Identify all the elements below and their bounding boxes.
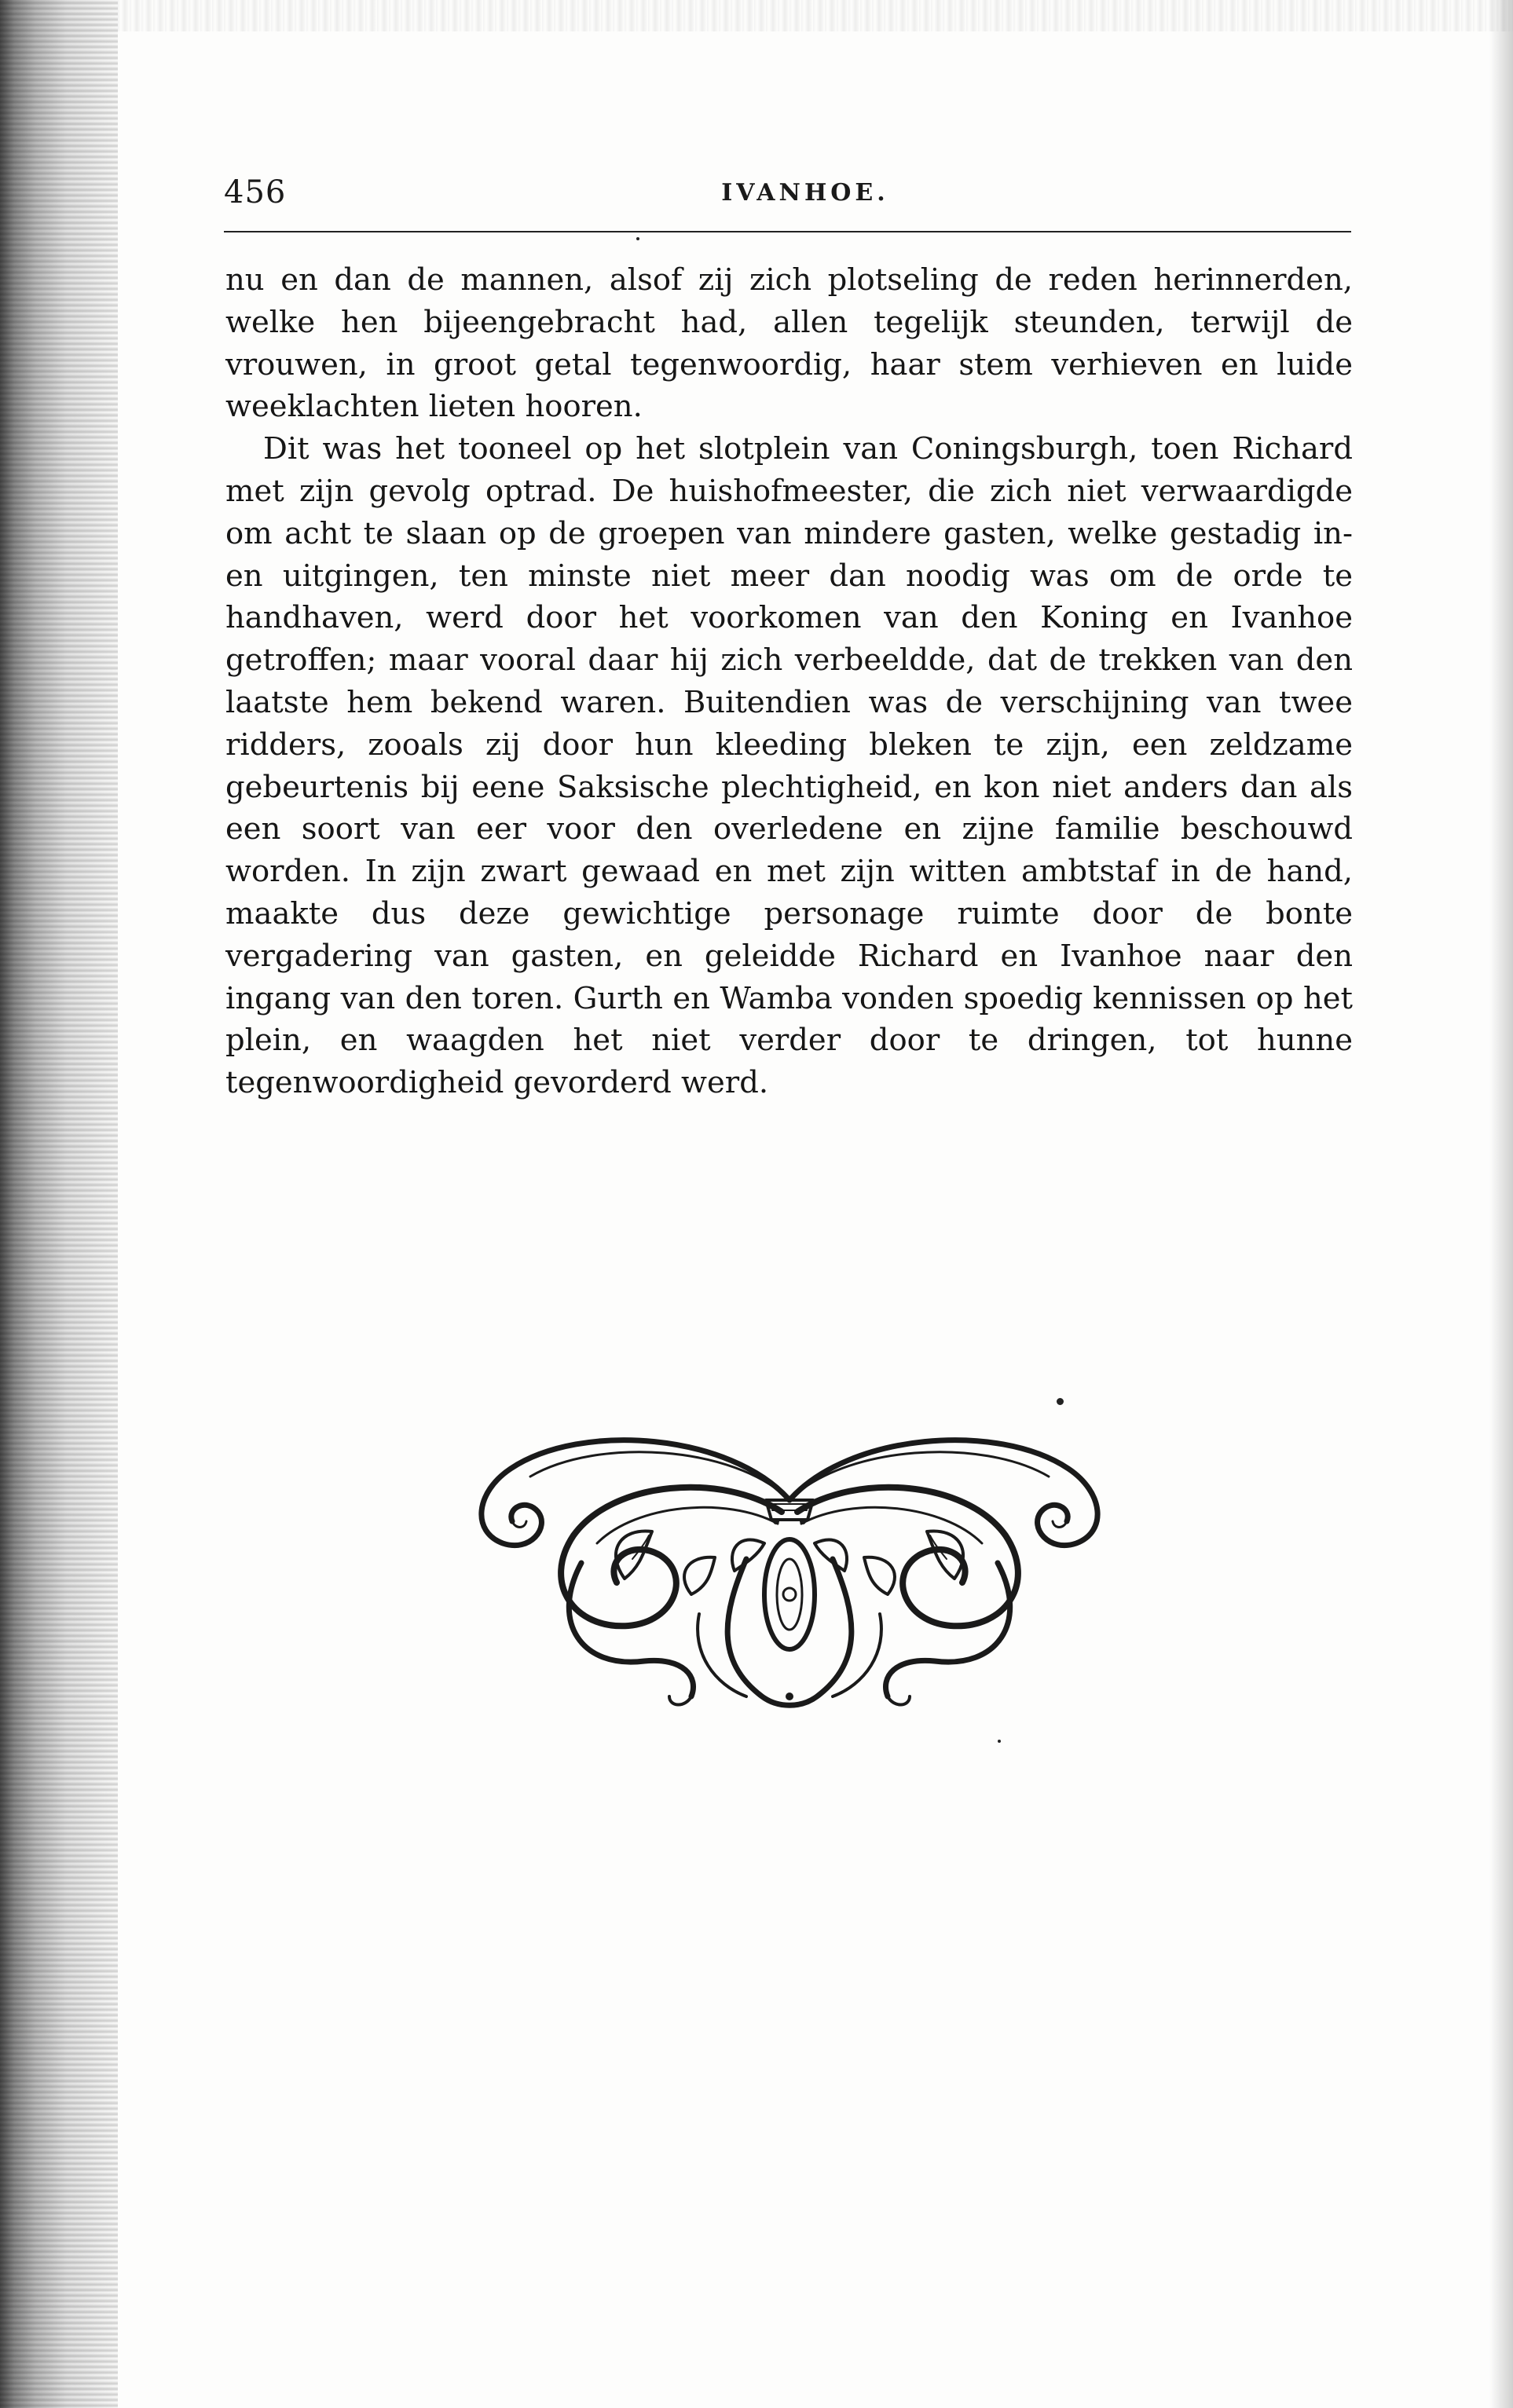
running-title: IVANHOE. bbox=[721, 179, 889, 207]
body-text bbox=[225, 259, 1353, 1104]
paragraph: Dit was het tooneel op het slotplein van Coningsburgh, toen Richard met zijn gevolg optrad. De huishofmeester, die zich niet verwaardigde om acht te slaan op de groepen van mindere gasten, welke gestadig in- en uitgingen, ten minste niet meer dan noodig was om de orde te handhaven, werd door het voorkomen van den Koning en Ivanhoe getroffen; maar vooral daar hij zich verbeeldde, dat de trekken van den laatste hem bekend waren. Buitendien was de verschijning van twee ridders, zooals zij door hun kleeding bleken te zijn, een zeldzame gebeurtenis bij eene Saksische plechtigheid, en kon niet anders dan als een soort van eer voor den overledene en zijne familie beschouwd worden. In zijn zwart gewaad en met zijn witten ambtstaf in de hand, maakte dus deze gewichtige personage ruimte door de bonte vergadering van gasten, en geleidde Richard en Ivanhoe naar den ingang van den toren. Gurth en Wamba vonden spoedig kennissen op het plein, en waagden het niet verder door te dringen, tot hunne tegenwoordigheid gevorderd werd. bbox=[225, 431, 1353, 1101]
scan-speck bbox=[1057, 1398, 1064, 1405]
binding-shadow bbox=[0, 0, 118, 2408]
page-number: 456 bbox=[224, 174, 287, 210]
scan-speck bbox=[998, 1740, 1001, 1743]
scan-speck bbox=[636, 237, 639, 240]
page-header bbox=[224, 163, 1351, 226]
paragraph: nu en dan de mannen, alsof zij zich plotseling de reden herinnerden, welke hen bijeengebracht had, allen tegelijk steunden, terwijl de vrouwen, in groot getal tegenwoordig, haar stem verhieven en luide weeklachten lieten hooren. bbox=[225, 262, 1353, 425]
tailpiece-ornament-icon bbox=[463, 1425, 1116, 1724]
scan-noise-right bbox=[1489, 0, 1513, 2408]
header-rule bbox=[224, 231, 1351, 232]
scan-noise-top bbox=[118, 0, 1513, 31]
